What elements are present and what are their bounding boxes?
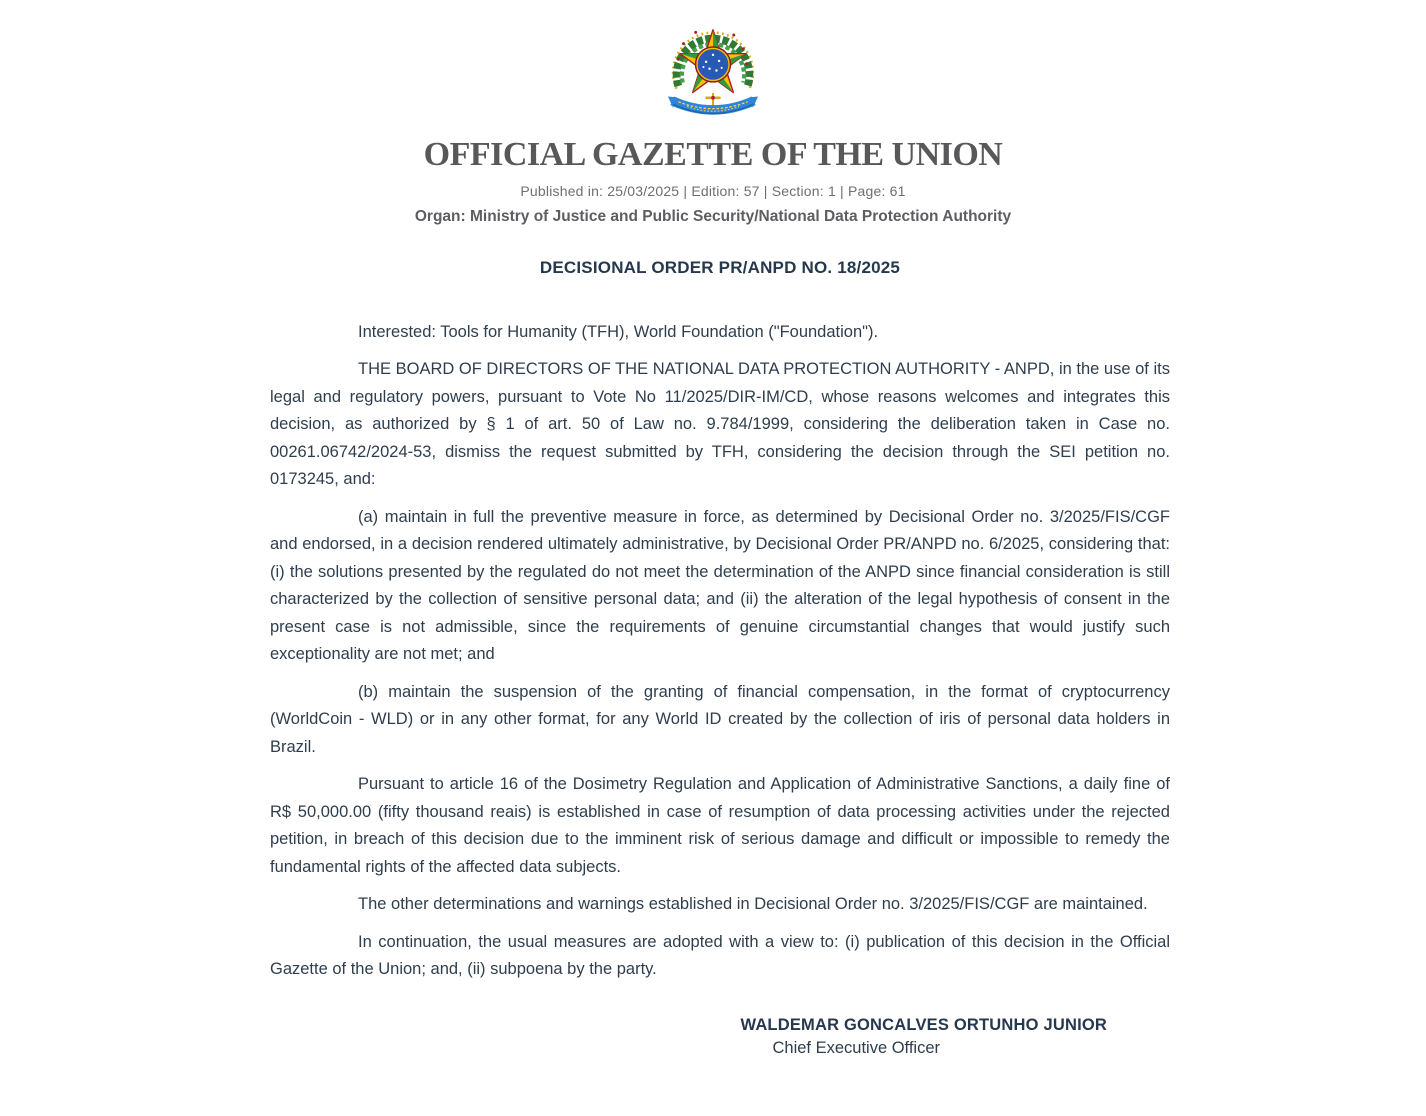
central-disc [695, 46, 731, 82]
publication-meta-line: Published in: 25/03/2025 | Edition: 57 | Section: 1 | Page: 61 [520, 182, 906, 199]
paragraph-board-preamble: THE BOARD OF DIRECTORS OF THE NATIONAL DATA PROTECTION AUTHORITY - ANPD, in the use of its legal and regulatory powers, pursuant to Vote No 11/2025/DIR-IM/CD, whose reasons welcomes and integrates this decision, as authorized by § 1 of art. 50 of Law no. 9.784/1999, considering the deliberation taken in Case no. 00261.06742/2024-53, dismiss the request submitted by TFH, considering the decision through the SEI petition no. 0173245, and: [270, 360, 1170, 489]
paragraph-interested: Interested: Tools for Humanity (TFH), World Foundation ("Foundation"). [358, 322, 879, 341]
document-body [270, 257, 1170, 1079]
signature-name: WALDEMAR GONCALVES ORTUNHO JUNIOR [740, 1015, 1107, 1034]
signature-block [270, 1014, 1170, 1079]
brazil-coat-of-arms-icon [661, 14, 765, 127]
gazette-title: OFFICIAL GAZETTE OF THE UNION [423, 136, 1003, 173]
paragraph-item-a: (a) maintain in full the preventive measure in force, as determined by Decisional Order no. 3/2025/FIS/CGF and endorsed, in a decision rendered ultimately administrative, by Decisional Order PR/ANPD no. 6/2025, considering that: (i) the solutions presented by the regulated do not meet the determination of the ANPD since financial consideration is still characterized by the collection of sensitive personal data; and (ii) the alteration of the legal hypothesis of consent in the present case is not admissible, since the requirements of genuine circumstantial changes that would justify such exceptionality are not met; and [270, 507, 1170, 664]
gazette-header [0, 14, 1426, 226]
paragraph-continuation: In continuation, the usual measures are adopted with a view to: (i) publication of this decision in the Official Gazette of the Union; and, (ii) subpoena by the party. [270, 932, 1170, 979]
paragraph-item-b: (b) maintain the suspension of the granting of financial compensation, in the format of cryptocurrency (WorldCoin - WLD) or in any other format, for any World ID created by the collection of iris of personal data holders in Brazil. [270, 682, 1170, 756]
paragraph-daily-fine: Pursuant to article 16 of the Dosimetry Regulation and Application of Administrative Sanctions, a daily fine of R$ 50,000.00 (fifty thousand reais) is established in case of resumption of data processing activities under the rejected petition, in breach of this decision due to the imminent risk of serious damage and difficult or impossible to remedy the fundamental rights of the affected data subjects. [270, 775, 1170, 876]
document-title: DECISIONAL ORDER PR/ANPD NO. 18/2025 [539, 257, 901, 277]
organ-line: Organ: Ministry of Justice and Public Security/National Data Protection Authority [414, 207, 1012, 225]
signature-role: Chief Executive Officer [772, 1038, 940, 1057]
paragraph-other-determinations: The other determinations and warnings established in Decisional Order no. 3/2025/FIS/CGF are maintained. [358, 895, 1148, 914]
sword-hilt [705, 93, 721, 106]
